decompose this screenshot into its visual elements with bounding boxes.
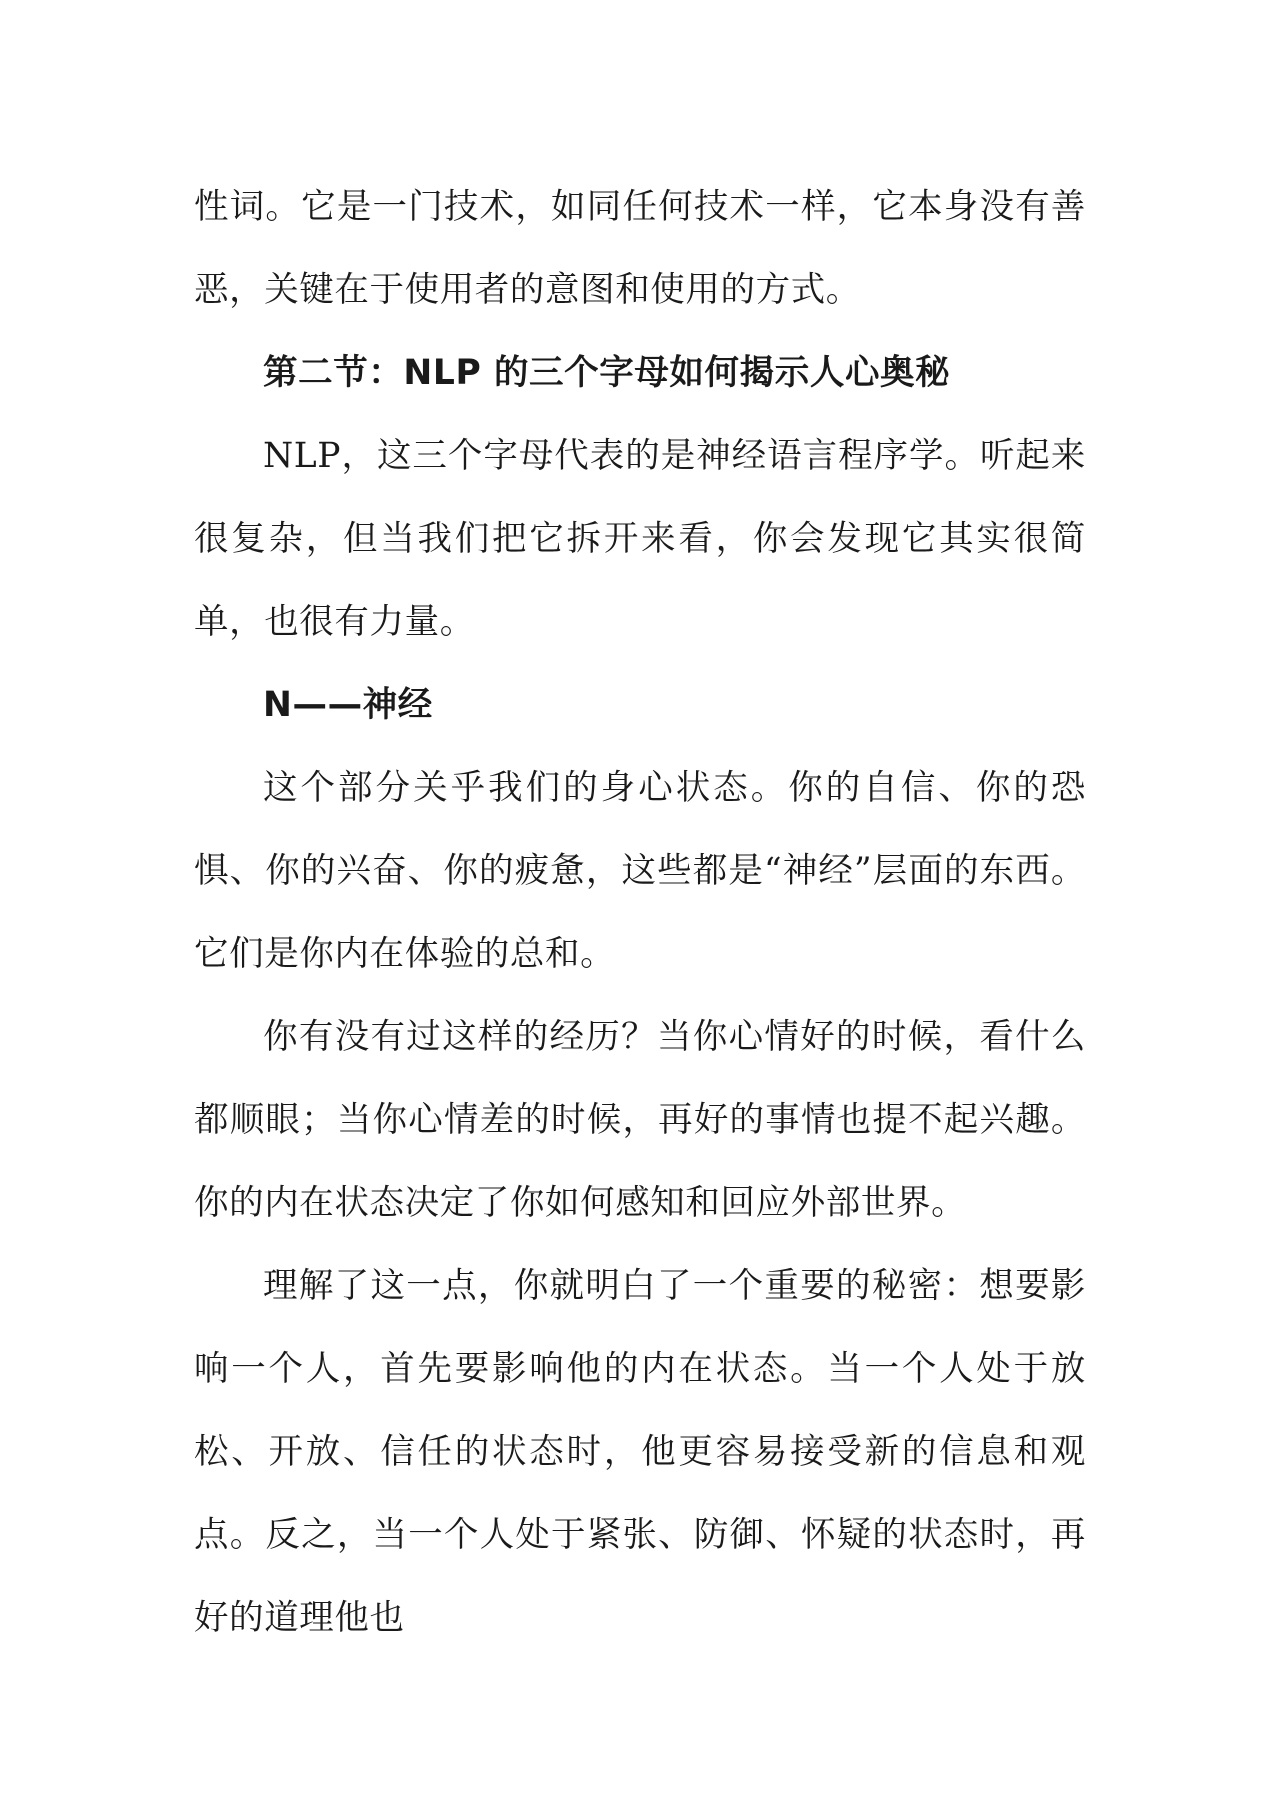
page-body	[194, 166, 1086, 1660]
paragraph-experience: 你有没有过这样的经历？当你心情好的时候，看什么都顺眼；当你心情差的时候，再好的事情也提不起兴趣。你的内在状态决定了你如何感知和回应外部世界。	[194, 1017, 1086, 1223]
paragraph-secret: 理解了这一点，你就明白了一个重要的秘密：想要影响一个人，首先要影响他的内在状态。当一个人处于放松、开放、信任的状态时，他更容易接受新的信息和观点。反之，当一个人处于紧张、防御、怀疑的状态时，再好的道理他也	[194, 1266, 1086, 1638]
sub-heading-neuro: N——神经	[263, 685, 433, 725]
paragraph-neuro-state: 这个部分关乎我们的身心状态。你的自信、你的恐惧、你的兴奋、你的疲惫，这些都是“神经”层面的东西。它们是你内在体验的总和。	[194, 768, 1086, 974]
paragraph-nlp-intro: NLP，这三个字母代表的是神经语言程序学。听起来很复杂，但当我们把它拆开来看，你会发现它其实很简单，也很有力量。	[194, 436, 1086, 642]
paragraph-continuation: 性词。它是一门技术，如同任何技术一样，它本身没有善恶，关键在于使用者的意图和使用的方式。	[194, 187, 1086, 310]
section-heading: 第二节：NLP 的三个字母如何揭示人心奥秘	[263, 353, 951, 393]
